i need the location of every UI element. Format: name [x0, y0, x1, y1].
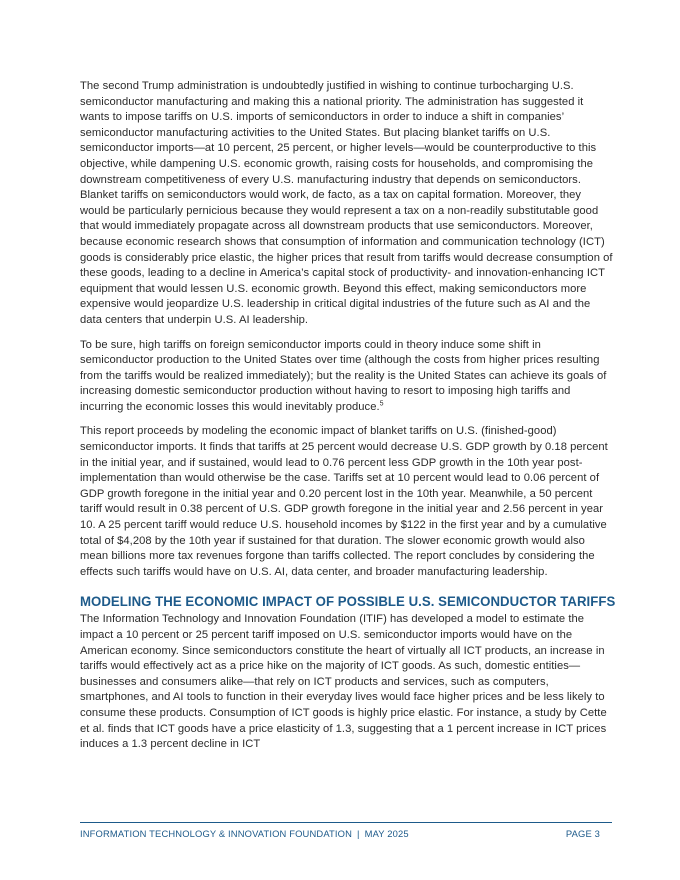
footer-left	[80, 828, 409, 839]
footnote-reference[interactable]: 5	[379, 400, 384, 408]
section-heading: MODELING THE ECONOMIC IMPACT OF POSSIBLE U.S. SEMICONDUCTOR TARIFFS	[80, 594, 616, 611]
footer-divider	[80, 822, 612, 823]
footer-separator: |	[357, 828, 360, 839]
footer-page-number: PAGE 3	[565, 828, 600, 839]
paragraph-report-findings: This report proceeds by modeling the economic impact of blanket tariffs on U.S. (finished-good) semiconductor imports. It finds that tariffs at 25 percent would decrease U.S. GDP growth by 0.18 percent in the initial year, and if sustained, would lead to 0.76 percent less GDP growth in the 10th year post-implementation than would otherwise be the case. Tariffs set at 10 percent would lead to 0.06 percent of GDP growth foregone in the initial year and 0.20 percent lost in the 10th year. Meanwhile, a 50 percent tariff would result in 0.38 percent of U.S. GDP growth foregone in the initial year and 2.56 percent in year 10. A 25 percent tariff would reduce U.S. household incomes by $122 in the first year and by a cumulative total of $4,208 by the 10th year if sustained for that duration. The slower economic growth would also mean billions more tax revenues forgone than tariffs collected. The report concludes by considering the effects such tariffs would have on U.S. AI, data center, and broader manufacturing leadership.	[80, 425, 608, 578]
footer-organization: INFORMATION TECHNOLOGY & INNOVATION FOUNDATION	[80, 828, 353, 839]
paragraph-intro: The second Trump administration is undoubtedly justified in wishing to continue turbocharging U.S. semiconductor manufacturing and making this a national priority. The administration has suggested it wants to impose tariffs on U.S. imports of semiconductors in order to induce a shift in companies’ semiconductor manufacturing activities to the United States. But placing blanket tariffs on U.S. semiconductor imports—at 10 percent, 25 percent, or higher levels—would be counterproductive to this objective, while dampening U.S. economic growth, raising costs for households, and compromising the downstream competitiveness of every U.S. manufacturing industry that depends on semiconductors. Blanket tariffs on semiconductors would work, de facto, as a tax on capital formation. Moreover, they would be particularly pernicious because they would represent a tax on a non-readily substitutable good that would immediately propagate across all downstream products that use semiconductors. Moreover, because economic research shows that consumption of information and communication technology (ICT) goods is considerably price elastic, the higher prices that result from tariffs would decrease consumption of these goods, leading to a decline in America’s capital stock of productivity- and innovation-enhancing ICT equipment that would lessen U.S. economic growth. Beyond this effect, making semiconductors more expensive would jeopardize U.S. leadership in critical digital industries of the future such as AI and the data centers that underpin U.S. AI leadership.	[80, 80, 613, 326]
page-body	[80, 79, 616, 762]
paragraph-text: To be sure, high tariffs on foreign semiconductor imports could in theory induce some shift in semiconductor production to the United States over time (although the costs from higher prices resulting from the tariffs would be realized immediately); but the reality is the United States can achieve its goals of increasing domestic semiconductor production without having to resort to imposing high tariffs and incurring the economic losses this would inevitably produce.	[80, 338, 607, 413]
paragraph-itif-model: The Information Technology and Innovation Foundation (ITIF) has developed a model to estimate the impact a 10 percent or 25 percent tariff imposed on U.S. semiconductor imports would have on the American economy. Since semiconductors constitute the heart of virtually all ICT products, an increase in tariffs would effectively act as a price hike on the majority of ICT goods. As such, domestic entities—businesses and consumers alike—that rely on ICT products and services, such as computers, smartphones, and AI tools to function in their everyday lives would face higher prices and be less likely to consume these products. Consumption of ICT goods is highly price elastic. For instance, a study by Cette et al. finds that ICT goods have a price elasticity of 1.3, suggesting that a 1 percent increase in ICT prices induces a 1.3 percent decline in ICT	[80, 613, 607, 751]
footer-date: MAY 2025	[364, 828, 409, 839]
paragraph-tariff-shift	[80, 338, 613, 416]
